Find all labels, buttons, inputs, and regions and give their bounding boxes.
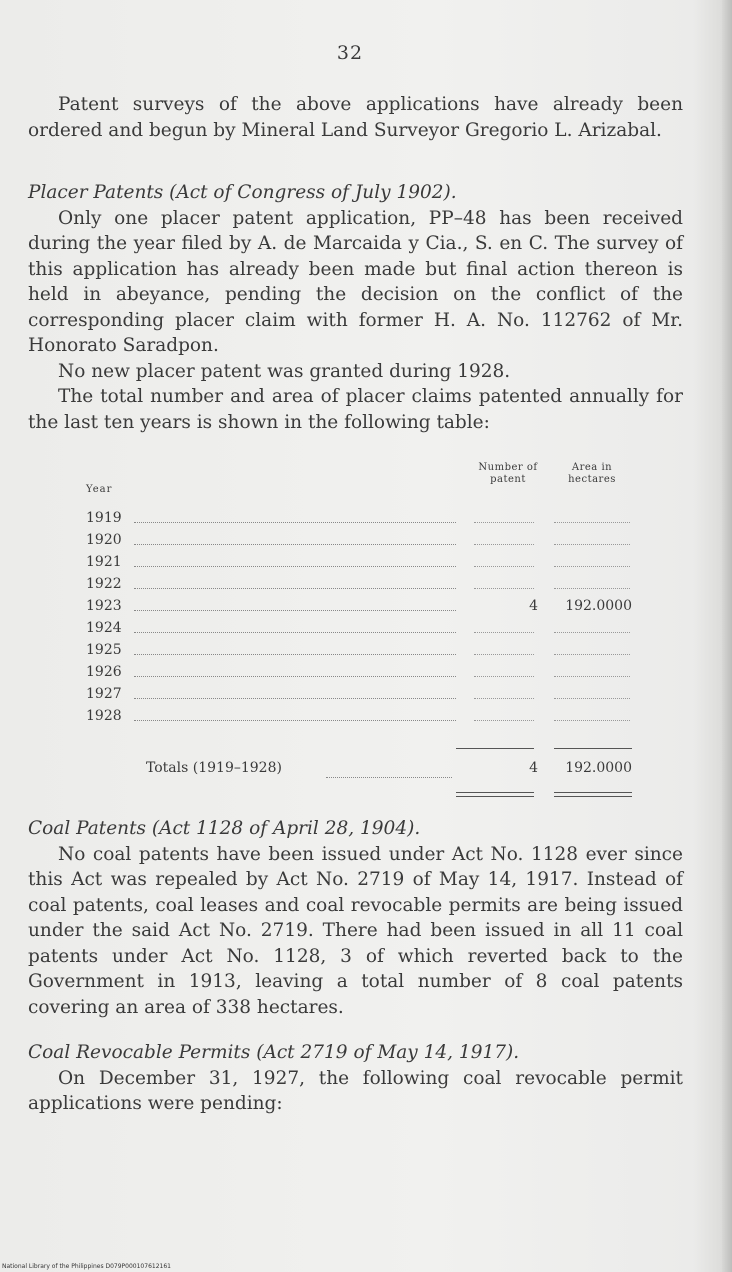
table-row — [86, 508, 636, 530]
row-leader — [134, 698, 456, 699]
row-area-blank — [554, 720, 630, 721]
scan-footer: National Library of the Philippines D079P000107612161 — [2, 1263, 171, 1270]
row-leader — [134, 676, 456, 677]
table-row — [86, 596, 636, 618]
table-row — [86, 640, 636, 662]
revocable-section — [28, 1040, 683, 1117]
placer-paragraph-3: The total number and area of placer claims patented annually for the last ten years is shown in the following table: — [28, 386, 683, 433]
intro-block — [28, 92, 683, 143]
double-rule-number — [456, 792, 534, 797]
revocable-heading: Coal Revocable Permits (Act 2719 of May 14, 1917). — [28, 1042, 520, 1063]
double-rule-area — [554, 792, 632, 797]
row-leader — [134, 654, 456, 655]
row-year: 1922 — [86, 576, 122, 592]
table-row — [86, 574, 636, 596]
coal-paragraph: No coal patents have been issued under Act No. 1128 ever since this Act was repealed by Act No. 2719 of May 14, 1917. Instead of coal patents, coal leases and coal revocable permits are being issued under the said Act No. 2719. There had been issued in all 11 coal patents under Act No. 1128, 3 of which reverted back to the Government in 1913, leaving a total number of 8 coal patents covering an area of 338 hectares. — [28, 843, 683, 1018]
row-number-blank — [474, 654, 534, 655]
row-area-blank — [554, 698, 630, 699]
placer-section — [28, 180, 683, 435]
row-leader — [134, 566, 456, 567]
col-header-area: Area in hectares — [568, 462, 616, 485]
page-number: 32 — [336, 42, 364, 64]
table-row — [86, 684, 636, 706]
row-number-blank — [474, 632, 534, 633]
revocable-paragraph: On December 31, 1927, the following coal revocable permit applications were pending: — [28, 1067, 683, 1114]
table-row — [86, 552, 636, 574]
placer-claims-table — [86, 462, 636, 728]
table-body — [86, 508, 636, 728]
row-area: 192.0000 — [565, 598, 632, 614]
col-header-number: Number of patent — [478, 462, 538, 485]
row-year: 1925 — [86, 642, 122, 658]
row-area-blank — [554, 544, 630, 545]
row-year: 1924 — [86, 620, 122, 636]
row-leader — [134, 588, 456, 589]
row-leader — [134, 522, 456, 523]
placer-paragraph-1: Only one placer patent application, PP–48 has been received during the year filed by A. de Marcaida y Cia., S. en C. The survey of this application has already been made but final action thereon is held in abeyance, pending the decision on the conflict of the corresponding placer claim with former H. A. No. 112762 of Mr. Honorato Saradpon. — [28, 207, 683, 356]
row-number-blank — [474, 698, 534, 699]
row-number-blank — [474, 588, 534, 589]
table-header — [86, 462, 636, 508]
totals-leader — [326, 777, 452, 778]
row-year: 1926 — [86, 664, 122, 680]
col-header-year: Year — [86, 484, 113, 495]
totals-area: 192.0000 — [565, 760, 632, 776]
table-row — [86, 662, 636, 684]
page-edge — [722, 0, 732, 1272]
row-area-blank — [554, 632, 630, 633]
sum-rule-area — [554, 748, 632, 749]
row-number-blank — [474, 720, 534, 721]
row-area-blank — [554, 588, 630, 589]
row-year: 1921 — [86, 554, 122, 570]
row-number-blank — [474, 522, 534, 523]
row-number-blank — [474, 566, 534, 567]
table-row — [86, 618, 636, 640]
row-leader — [134, 632, 456, 633]
row-year: 1928 — [86, 708, 122, 724]
row-number-blank — [474, 544, 534, 545]
intro-paragraph: Patent surveys of the above applications have already been ordered and begun by Mineral Land Surveyor Gregorio L. Arizabal. — [28, 94, 683, 141]
row-number: 4 — [529, 598, 538, 614]
row-leader — [134, 544, 456, 545]
coal-heading: Coal Patents (Act 1128 of April 28, 1904). — [28, 818, 421, 839]
row-leader — [134, 610, 456, 611]
totals-label: Totals (1919–1928) — [146, 760, 282, 776]
sum-rule-number — [456, 748, 534, 749]
table-row — [86, 530, 636, 552]
row-year: 1927 — [86, 686, 122, 702]
row-area-blank — [554, 676, 630, 677]
row-area-blank — [554, 654, 630, 655]
row-number-blank — [474, 676, 534, 677]
totals-number: 4 — [529, 760, 538, 776]
row-leader — [134, 720, 456, 721]
row-area-blank — [554, 566, 630, 567]
placer-heading: Placer Patents (Act of Congress of July 1902). — [28, 182, 457, 203]
row-year: 1919 — [86, 510, 122, 526]
row-year: 1920 — [86, 532, 122, 548]
row-year: 1923 — [86, 598, 122, 614]
placer-paragraph-2: No new placer patent was granted during 1928. — [58, 360, 511, 382]
row-area-blank — [554, 522, 630, 523]
table-row — [86, 706, 636, 728]
coal-section — [28, 816, 683, 1020]
